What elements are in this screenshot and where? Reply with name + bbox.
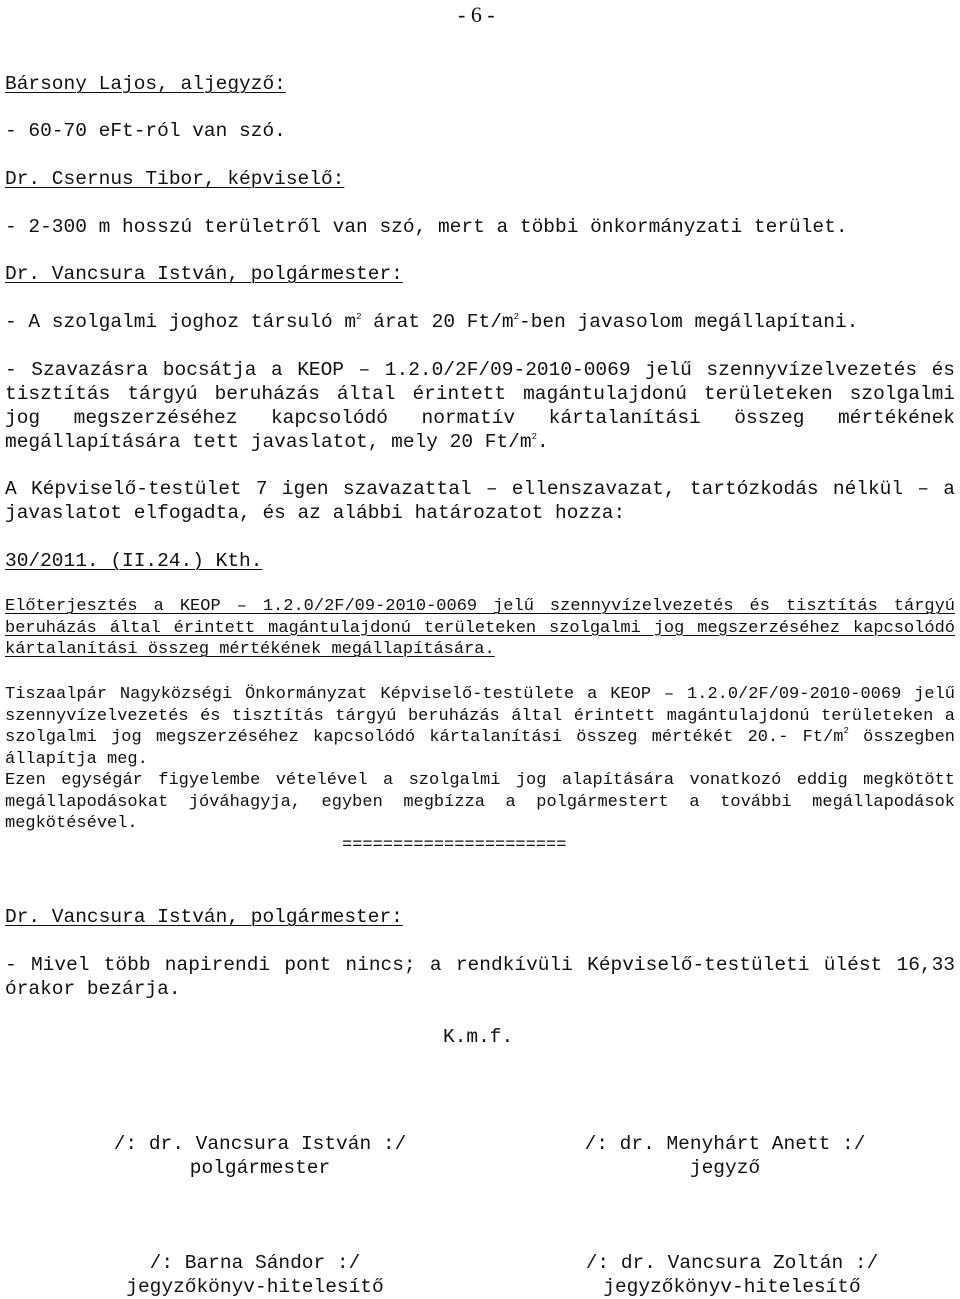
speaker-heading: Dr. Csernus Tibor, képviselő:: [5, 168, 345, 190]
signature-block: [55, 1251, 455, 1299]
signature-role: polgármester: [189, 1157, 331, 1179]
separator-line: ======================: [342, 836, 567, 855]
speaker-heading: Dr. Vancsura István, polgármester:: [5, 263, 403, 285]
signature-block: [532, 1251, 932, 1299]
closing-text: - Mivel több napirendi pont nincs; a rendkívüli Képviselő-testületi ülést 16,33 órakor bezárja.: [5, 954, 955, 1000]
resolution-paragraph: Ezen egységár figyelembe vételével a szolgalmi jog alapítására vonatkozó eddig megkötött megállapodásokat jóváhagyja, egyben megbízza a polgármestert a további megállapodások megkötésével.: [5, 771, 955, 833]
signature-name: /: dr. Vancsura Zoltán :/: [585, 1252, 879, 1274]
signature-role: jegyzőkönyv-hitelesítő: [603, 1276, 861, 1298]
signature-block: [60, 1132, 460, 1180]
signature-role: jegyzőkönyv-hitelesítő: [126, 1276, 384, 1298]
speech-text: - 60-70 eFt-ról van szó.: [5, 120, 286, 142]
proposal-title: Előterjesztés a KEOP – 1.2.0/2F/09-2010-0069 jelű szennyvízelvezetés és tisztítás tárgyú beruházás által érintett magántulajdonú területeken szolgalmi jog megszerzéséhez kapcsolódó kártalanítási összeg mértékének megállapítására.: [5, 597, 955, 659]
signature-name: /: dr. Vancsura István :/: [113, 1133, 407, 1155]
signature-name: /: dr. Menyhárt Anett :/: [584, 1133, 866, 1155]
resolution-number: 30/2011. (II.24.) Kth.: [5, 550, 263, 572]
signature-name: /: Barna Sándor :/: [149, 1252, 361, 1274]
signature-role: jegyző: [689, 1157, 761, 1179]
speaker-heading: Dr. Vancsura István, polgármester:: [5, 906, 403, 928]
result-paragraph: A Képviselő-testület 7 igen szavazattal – ellenszavazat, tartózkodás nélkül – a javaslatot elfogadta, és az alábbi határozatot hozza:: [5, 478, 955, 524]
speech-text: - A szolgalmi joghoz társuló $m^2$ árat 20 $Ft/m^2$-ben javasolom megállapítani.: [5, 311, 859, 333]
speaker-heading: Bársony Lajos, aljegyző:: [5, 73, 286, 95]
resolution-paragraph: Tiszaalpár Nagyközségi Önkormányzat Képviselő-testülete a KEOP – 1.2.0/2F/09-2010-0069 jelű szennyvízelvezetés és tisztítás tárgyú beruházás által érintett magántulajdonú területeken a szolgalmi jog megszerzéséhez kapcsolódó kártalanítási összeg mértékét 20.- $Ft/m^2$ összegben állapítja meg.: [5, 685, 955, 769]
page-number: - 6 -: [458, 2, 495, 27]
speech-text: - 2-300 m hosszú területről van szó, mert a többi önkormányzati terület.: [5, 216, 848, 238]
kmf-label: K.m.f.: [443, 1026, 514, 1048]
vote-paragraph: - Szavazásra bocsátja a KEOP – 1.2.0/2F/09-2010-0069 jelű szennyvízelvezetés és tisztítás tárgyú beruházás által érintett magántulajdonú területeken szolgalmi jog megszerzéséhez kapcsolódó normatív kártalanítási összeg mértékének megállapítására tett javaslatot, mely 20 $Ft/m^2$.: [5, 359, 955, 453]
signature-block: [525, 1132, 925, 1180]
